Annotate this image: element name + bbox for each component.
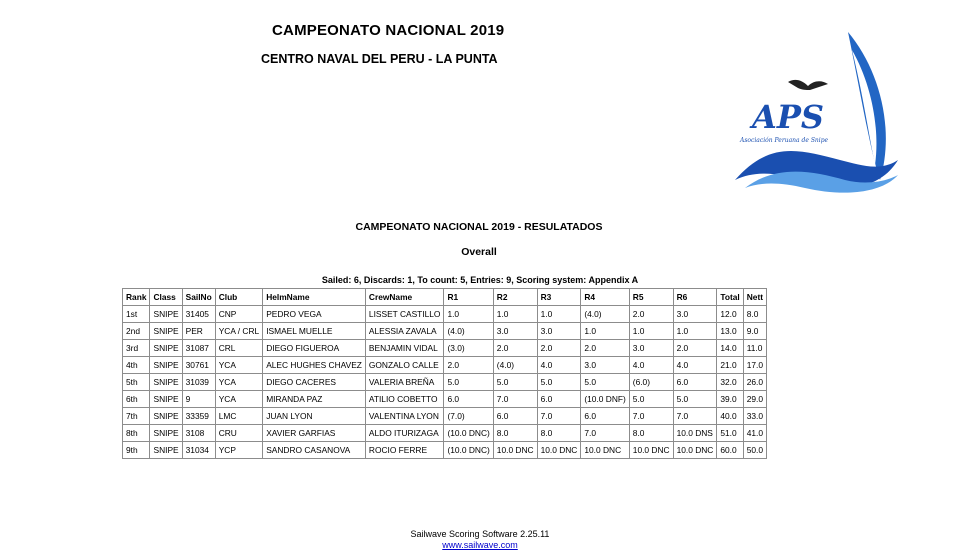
table-cell: (10.0 DNC) bbox=[444, 442, 493, 459]
table-cell: YCA / CRL bbox=[215, 323, 263, 340]
table-row bbox=[123, 374, 767, 391]
table-cell: 4.0 bbox=[629, 357, 673, 374]
table-cell: 5th bbox=[123, 374, 150, 391]
table-cell: 29.0 bbox=[743, 391, 766, 408]
table-cell: 33359 bbox=[182, 408, 215, 425]
results-header-row bbox=[123, 289, 767, 306]
table-cell: SANDRO CASANOVA bbox=[263, 442, 366, 459]
table-cell: 33.0 bbox=[743, 408, 766, 425]
table-cell: YCA bbox=[215, 357, 263, 374]
aps-logo bbox=[730, 30, 900, 195]
table-cell: 2.0 bbox=[493, 340, 537, 357]
logo-bird bbox=[788, 80, 828, 90]
table-cell: 3108 bbox=[182, 425, 215, 442]
table-row bbox=[123, 323, 767, 340]
table-cell: 9.0 bbox=[743, 323, 766, 340]
table-cell: (7.0) bbox=[444, 408, 493, 425]
table-cell: 50.0 bbox=[743, 442, 766, 459]
table-cell: 6.0 bbox=[493, 408, 537, 425]
table-cell: YCA bbox=[215, 391, 263, 408]
table-cell: GONZALO CALLE bbox=[365, 357, 444, 374]
table-cell: ISMAEL MUELLE bbox=[263, 323, 366, 340]
table-cell: 2.0 bbox=[444, 357, 493, 374]
table-cell: 39.0 bbox=[717, 391, 743, 408]
table-cell: 10.0 DNC bbox=[673, 442, 717, 459]
table-cell: 7.0 bbox=[537, 408, 581, 425]
table-cell: 7.0 bbox=[673, 408, 717, 425]
table-cell: 8.0 bbox=[537, 425, 581, 442]
results-subtitle: Overall bbox=[461, 246, 497, 258]
table-cell: LMC bbox=[215, 408, 263, 425]
table-row bbox=[123, 391, 767, 408]
table-cell: 10.0 DNS bbox=[673, 425, 717, 442]
table-cell: 2.0 bbox=[537, 340, 581, 357]
table-cell: 5.0 bbox=[537, 374, 581, 391]
table-cell: SNIPE bbox=[150, 357, 182, 374]
table-cell: 12.0 bbox=[717, 306, 743, 323]
table-cell: 6.0 bbox=[444, 391, 493, 408]
table-cell: 10.0 DNC bbox=[629, 442, 673, 459]
table-cell: CRL bbox=[215, 340, 263, 357]
table-cell: 1.0 bbox=[444, 306, 493, 323]
table-row bbox=[123, 357, 767, 374]
table-cell: 3.0 bbox=[493, 323, 537, 340]
table-cell: 9th bbox=[123, 442, 150, 459]
table-cell: 6.0 bbox=[537, 391, 581, 408]
table-cell: 30761 bbox=[182, 357, 215, 374]
table-cell: 60.0 bbox=[717, 442, 743, 459]
table-cell: ALESSIA ZAVALA bbox=[365, 323, 444, 340]
table-cell: (10.0 DNF) bbox=[581, 391, 629, 408]
table-cell: SNIPE bbox=[150, 408, 182, 425]
table-cell: 13.0 bbox=[717, 323, 743, 340]
table-cell: 10.0 DNC bbox=[493, 442, 537, 459]
table-cell: 6.0 bbox=[581, 408, 629, 425]
table-cell: 9 bbox=[182, 391, 215, 408]
table-cell: YCA bbox=[215, 374, 263, 391]
table-cell: 7.0 bbox=[629, 408, 673, 425]
table-cell: (4.0) bbox=[493, 357, 537, 374]
table-cell: 1.0 bbox=[493, 306, 537, 323]
table-cell: 6.0 bbox=[673, 374, 717, 391]
column-header: R2 bbox=[493, 289, 537, 306]
table-row bbox=[123, 340, 767, 357]
results-title: CAMPEONATO NACIONAL 2019 - RESULATADOS bbox=[355, 221, 603, 233]
column-header: Club bbox=[215, 289, 263, 306]
table-cell: ALEC HUGHES CHAVEZ bbox=[263, 357, 366, 374]
table-cell: SNIPE bbox=[150, 442, 182, 459]
table-cell: 6th bbox=[123, 391, 150, 408]
page-subtitle: CENTRO NAVAL DEL PERU - LA PUNTA bbox=[261, 52, 498, 66]
table-cell: ROCIO FERRE bbox=[365, 442, 444, 459]
table-cell: DIEGO FIGUEROA bbox=[263, 340, 366, 357]
column-header: R3 bbox=[537, 289, 581, 306]
table-cell: 31087 bbox=[182, 340, 215, 357]
results-info: Sailed: 6, Discards: 1, To count: 5, Entries: 9, Scoring system: Appendix A bbox=[321, 275, 639, 285]
table-cell: BENJAMIN VIDAL bbox=[365, 340, 444, 357]
table-cell: 51.0 bbox=[717, 425, 743, 442]
table-cell: 1st bbox=[123, 306, 150, 323]
table-cell: 7th bbox=[123, 408, 150, 425]
table-row bbox=[123, 425, 767, 442]
column-header: SailNo bbox=[182, 289, 215, 306]
table-row bbox=[123, 306, 767, 323]
table-cell: LISSET CASTILLO bbox=[365, 306, 444, 323]
table-cell: 1.0 bbox=[537, 306, 581, 323]
column-header: R1 bbox=[444, 289, 493, 306]
table-cell: CNP bbox=[215, 306, 263, 323]
table-cell: 8.0 bbox=[743, 306, 766, 323]
table-cell: 2.0 bbox=[581, 340, 629, 357]
footer-software: Sailwave Scoring Software 2.25.11 bbox=[410, 529, 550, 539]
footer-link[interactable]: www.sailwave.com bbox=[442, 540, 518, 550]
column-header: HelmName bbox=[263, 289, 366, 306]
table-cell: 5.0 bbox=[673, 391, 717, 408]
table-cell: (4.0) bbox=[444, 323, 493, 340]
table-cell: 1.0 bbox=[629, 323, 673, 340]
column-header: R4 bbox=[581, 289, 629, 306]
table-cell: (3.0) bbox=[444, 340, 493, 357]
table-cell: SNIPE bbox=[150, 374, 182, 391]
table-cell: 3.0 bbox=[629, 340, 673, 357]
table-cell: 1.0 bbox=[673, 323, 717, 340]
table-row bbox=[123, 442, 767, 459]
table-cell: 32.0 bbox=[717, 374, 743, 391]
table-cell: 8.0 bbox=[629, 425, 673, 442]
column-header: Nett bbox=[743, 289, 766, 306]
table-cell: 2nd bbox=[123, 323, 150, 340]
table-cell: 26.0 bbox=[743, 374, 766, 391]
column-header: R6 bbox=[673, 289, 717, 306]
table-cell: 14.0 bbox=[717, 340, 743, 357]
table-row bbox=[123, 408, 767, 425]
results-table bbox=[122, 288, 767, 459]
table-cell: 2.0 bbox=[673, 340, 717, 357]
table-cell: 5.0 bbox=[629, 391, 673, 408]
table-cell: 40.0 bbox=[717, 408, 743, 425]
table-cell: 31039 bbox=[182, 374, 215, 391]
table-cell: 8th bbox=[123, 425, 150, 442]
table-cell: (10.0 DNC) bbox=[444, 425, 493, 442]
table-cell: 41.0 bbox=[743, 425, 766, 442]
table-cell: SNIPE bbox=[150, 340, 182, 357]
logo-tagline: Asociación Peruana de Snipe bbox=[740, 137, 829, 144]
table-cell: PER bbox=[182, 323, 215, 340]
table-cell: 17.0 bbox=[743, 357, 766, 374]
table-cell: 11.0 bbox=[743, 340, 766, 357]
column-header: R5 bbox=[629, 289, 673, 306]
table-cell: SNIPE bbox=[150, 425, 182, 442]
table-cell: 10.0 DNC bbox=[581, 442, 629, 459]
table-cell: 1.0 bbox=[581, 323, 629, 340]
table-cell: 3.0 bbox=[537, 323, 581, 340]
logo-text: APS bbox=[752, 98, 824, 136]
table-cell: (6.0) bbox=[629, 374, 673, 391]
results-body bbox=[123, 306, 767, 459]
table-cell: (4.0) bbox=[581, 306, 629, 323]
table-cell: 7.0 bbox=[493, 391, 537, 408]
table-cell: SNIPE bbox=[150, 391, 182, 408]
table-cell: VALERIA BREÑA bbox=[365, 374, 444, 391]
table-cell: XAVIER GARFIAS bbox=[263, 425, 366, 442]
table-cell: 2.0 bbox=[629, 306, 673, 323]
table-cell: VALENTINA LYON bbox=[365, 408, 444, 425]
table-cell: 4.0 bbox=[673, 357, 717, 374]
table-cell: SNIPE bbox=[150, 323, 182, 340]
table-cell: ATILIO COBETTO bbox=[365, 391, 444, 408]
table-cell: 31034 bbox=[182, 442, 215, 459]
table-cell: ALDO ITURIZAGA bbox=[365, 425, 444, 442]
table-cell: 3.0 bbox=[673, 306, 717, 323]
table-cell: MIRANDA PAZ bbox=[263, 391, 366, 408]
table-cell: 3.0 bbox=[581, 357, 629, 374]
column-header: Total bbox=[717, 289, 743, 306]
column-header: Rank bbox=[123, 289, 150, 306]
column-header: Class bbox=[150, 289, 182, 306]
table-cell: 3rd bbox=[123, 340, 150, 357]
table-cell: SNIPE bbox=[150, 306, 182, 323]
table-cell: CRU bbox=[215, 425, 263, 442]
table-cell: 10.0 DNC bbox=[537, 442, 581, 459]
page-title: CAMPEONATO NACIONAL 2019 bbox=[272, 22, 505, 39]
table-cell: 4th bbox=[123, 357, 150, 374]
table-cell: 5.0 bbox=[493, 374, 537, 391]
table-cell: JUAN LYON bbox=[263, 408, 366, 425]
table-cell: 31405 bbox=[182, 306, 215, 323]
table-cell: 21.0 bbox=[717, 357, 743, 374]
table-cell: 5.0 bbox=[581, 374, 629, 391]
table-cell: 8.0 bbox=[493, 425, 537, 442]
table-cell: 7.0 bbox=[581, 425, 629, 442]
table-cell: 4.0 bbox=[537, 357, 581, 374]
table-cell: YCP bbox=[215, 442, 263, 459]
column-header: CrewName bbox=[365, 289, 444, 306]
table-cell: PEDRO VEGA bbox=[263, 306, 366, 323]
table-cell: DIEGO CACERES bbox=[263, 374, 366, 391]
table-cell: 5.0 bbox=[444, 374, 493, 391]
